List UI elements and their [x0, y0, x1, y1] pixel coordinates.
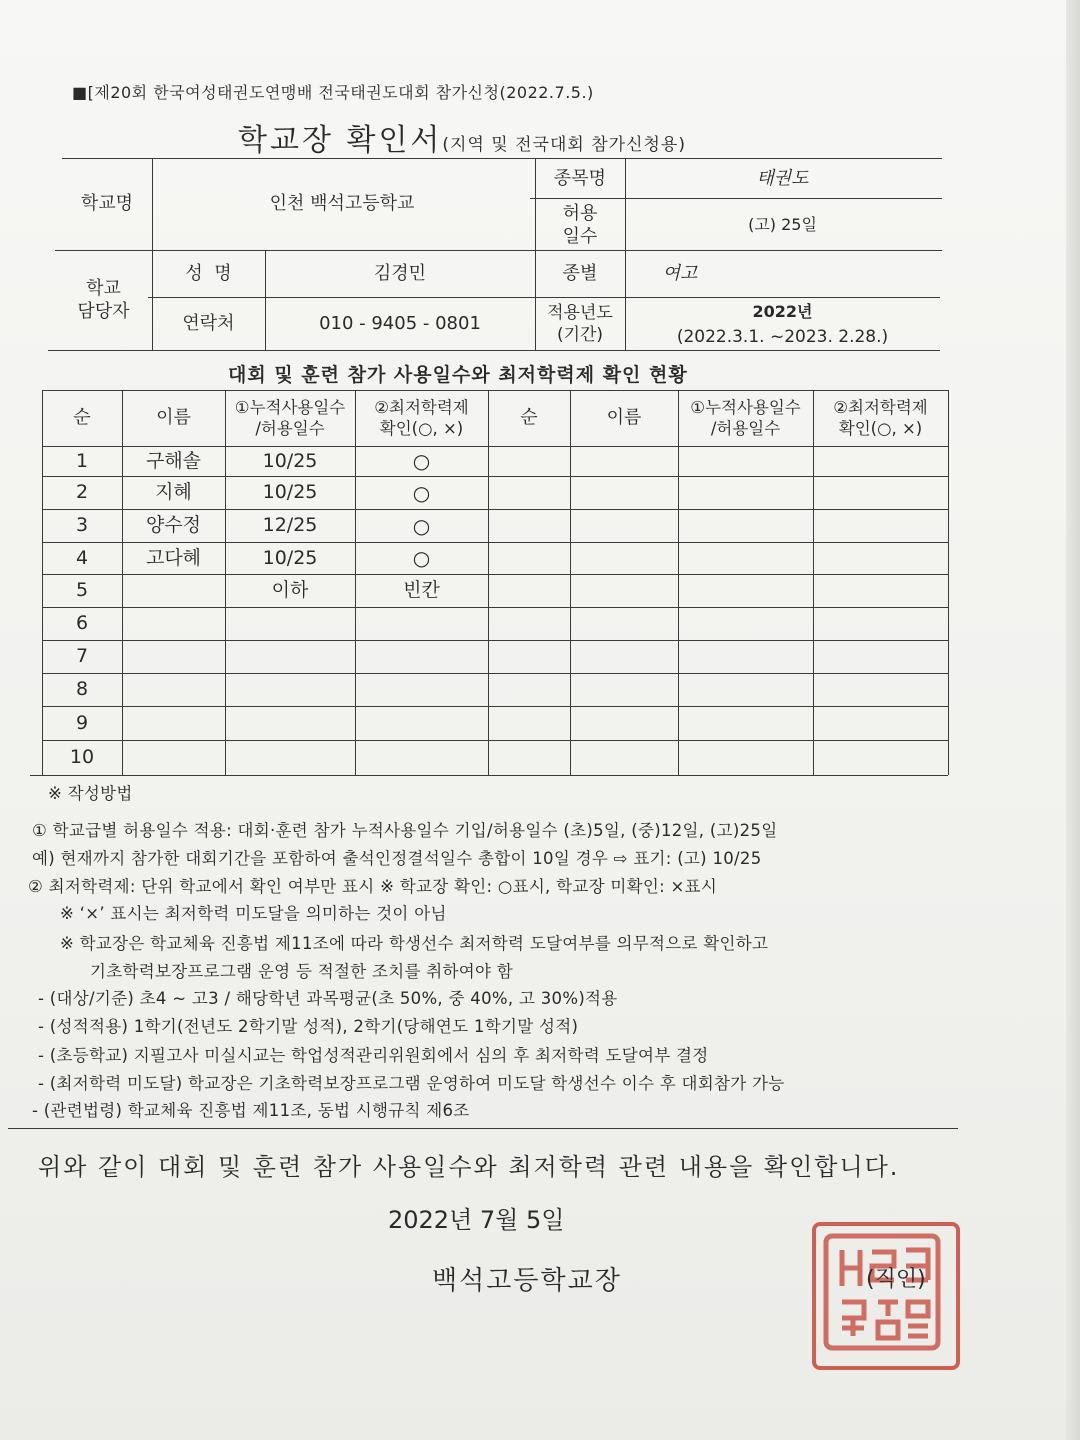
table-header-name-right: 이름	[606, 407, 642, 429]
allowed-days-value: (고) 25일	[748, 214, 817, 234]
note-line: - (관련법령) 학교체육 진흥법 제11조, 동법 시행규칙 제6조	[32, 1101, 470, 1120]
table-header-check-right: ②최저학력제 확인(○, ×)	[833, 397, 928, 438]
info-line-event	[530, 198, 942, 199]
phone-label: 연락처	[182, 313, 235, 335]
note-line: ① 학교급별 허용일수 적용: 대회·훈련 참가 누적사용일수 기입/허용일수 (초)5일, (중)12일, (고)25일	[32, 821, 778, 840]
school-value: 인천 백석고등학교	[269, 193, 415, 215]
table-header-no-right: 순	[520, 407, 538, 429]
table-cell-name	[122, 641, 225, 672]
table-col-line-8	[948, 390, 949, 775]
name-value: 김경민	[373, 263, 427, 285]
table-row-line-10	[30, 775, 948, 776]
table-cell-check	[355, 707, 488, 739]
info-border-top	[62, 158, 942, 159]
table-col-line-4	[488, 390, 489, 775]
table-col-line-6	[678, 390, 679, 775]
table-cell-check	[355, 674, 488, 705]
table-cell-name	[122, 674, 225, 705]
paper-edge	[1066, 0, 1080, 1440]
table-cell-name	[122, 575, 225, 606]
school-label: 학교명	[80, 193, 134, 215]
table-cell-check: 빈칸	[403, 579, 440, 602]
event-value: 태권도	[756, 168, 809, 190]
info-border-bottom	[48, 350, 940, 351]
table-cell-name	[122, 741, 225, 774]
table-cell-check	[355, 608, 488, 639]
table-cell-check: ○	[412, 513, 431, 538]
table-col-line-7	[813, 390, 814, 775]
table-cell-days	[225, 741, 355, 774]
table-cell-days	[225, 641, 355, 672]
title-sub: (지역 및 전국대회 참가신청용)	[442, 135, 686, 155]
period-label: 적용년도 (기간)	[547, 302, 613, 345]
name-label: 성 명	[185, 263, 232, 285]
note-line: ※ ‘×’ 표시는 최저학력 미도달을 의미하는 것이 아님	[60, 904, 447, 923]
allowed-days-label: 허용 일수	[562, 202, 598, 247]
table-cell-days: 10/25	[262, 449, 318, 472]
table-cell-check: ○	[412, 449, 431, 473]
table-cell-name	[122, 608, 225, 639]
table-cell-check	[355, 641, 488, 672]
table-cell-days	[225, 608, 355, 639]
table-cell-days	[225, 707, 355, 739]
table-cell-no: 6	[75, 612, 89, 635]
note-line: ② 최저학력제: 단위 학교에서 확인 여부만 표시 ※ 학교장 확인: ○표시, 학교장 미확인: ×표시	[28, 877, 718, 896]
table-cell-name: 구해솔	[145, 449, 202, 472]
official-seal-stamp	[812, 1222, 960, 1370]
table-cell-days: 12/25	[262, 514, 318, 537]
note-line: ※ 학교장은 학교체육 진흥법 제11조에 따라 학생선수 최저학력 도달여부를 의무적으로 확인하고	[60, 934, 769, 953]
table-cell-no: 9	[75, 711, 89, 734]
table-header-check-left: ②최저학력제 확인(○, ×)	[374, 397, 469, 438]
event-label: 종목명	[553, 168, 607, 190]
seal-label: (직인)	[866, 1267, 926, 1292]
note-line: 예) 현재까지 참가한 대회기간을 포함하여 출석인정결석일수 총합이 10일 경우 ⇨ 표기: (고) 10/25	[32, 849, 762, 868]
note-line: 기초학력보장프로그램 운영 등 적절한 조치를 취하여야 함	[90, 962, 514, 981]
table-cell-no: 4	[75, 546, 89, 569]
notes-heading: ※ 작성방법	[48, 784, 133, 803]
table-cell-days: 이하	[271, 579, 309, 602]
period-range: (2022.3.1. ~2023. 2.28.)	[676, 326, 889, 347]
note-line: - (최저학력 미도달) 학교장은 기초학력보장프로그램 운영하여 미도달 학생선수 이수 후 대회참가 가능	[38, 1074, 785, 1093]
table-cell-days: 10/25	[262, 546, 318, 569]
table-col-line-5	[570, 390, 571, 775]
table-cell-name: 양수정	[145, 514, 202, 537]
table-cell-no: 3	[75, 514, 89, 537]
table-cell-days: 10/25	[262, 481, 318, 504]
info-line-name	[148, 297, 940, 298]
section-title: 대회 및 훈련 참가 사용일수와 최저학력제 확인 현황	[228, 364, 688, 386]
table-cell-no: 8	[75, 678, 89, 701]
table-header-days-right: ①누적사용일수 /허용일수	[690, 397, 801, 438]
table-cell-check: ○	[412, 480, 431, 505]
notes-divider	[8, 1128, 958, 1129]
confirm-statement: 위와 같이 대회 및 훈련 참가 사용일수와 최저학력 관련 내용을 확인합니다.	[38, 1153, 900, 1181]
table-cell-no: 1	[75, 449, 89, 472]
table-cell-name: 고다혜	[145, 546, 202, 569]
gender-value: 여고	[662, 263, 698, 285]
note-line: - (성적적용) 1학기(전년도 2학기말 성적), 2학기(당해연도 1학기말 성적)	[38, 1017, 579, 1036]
table-cell-name	[122, 707, 225, 739]
note-line: - (초등학교) 지필고사 미실시교는 학업성적관리위원회에서 심의 후 최저학력 도달여부 결정	[38, 1046, 709, 1065]
table-cell-check: ○	[412, 546, 431, 570]
table-cell-no: 2	[75, 481, 89, 504]
table-cell-no: 7	[75, 645, 89, 668]
document-title	[238, 115, 686, 159]
gender-label: 종별	[562, 263, 598, 285]
table-header-name-left: 이름	[156, 407, 191, 429]
table-cell-check	[355, 741, 488, 774]
table-cell-name: 지혜	[155, 481, 192, 504]
header-line: ■[제20회 한국여성태권도연맹배 전국태권도대회 참가신청(2022.7.5.)	[72, 83, 594, 102]
note-line: - (대상/기준) 초4 ~ 고3 / 해당학년 과목평균(초 50%, 중 40%, 고 30%)적용	[38, 989, 618, 1008]
signature-date: 2022년 7월 5일	[388, 1206, 565, 1234]
principal-title: 백석고등학교장	[432, 1266, 622, 1296]
contact-group-label: 학교 담당자	[77, 277, 130, 322]
table-cell-no: 5	[75, 579, 89, 602]
phone-value: 010 - 9405 - 0801	[319, 313, 481, 335]
table-cell-no: 10	[69, 746, 95, 769]
period-year: 2022년	[752, 301, 813, 321]
table-header-no-left: 순	[73, 407, 91, 429]
info-line-school	[55, 250, 942, 251]
table-header-days-left: ①누적사용일수 /허용일수	[234, 397, 346, 438]
table-cell-days	[225, 674, 355, 705]
title-main: 학교장 확인서	[238, 123, 443, 158]
